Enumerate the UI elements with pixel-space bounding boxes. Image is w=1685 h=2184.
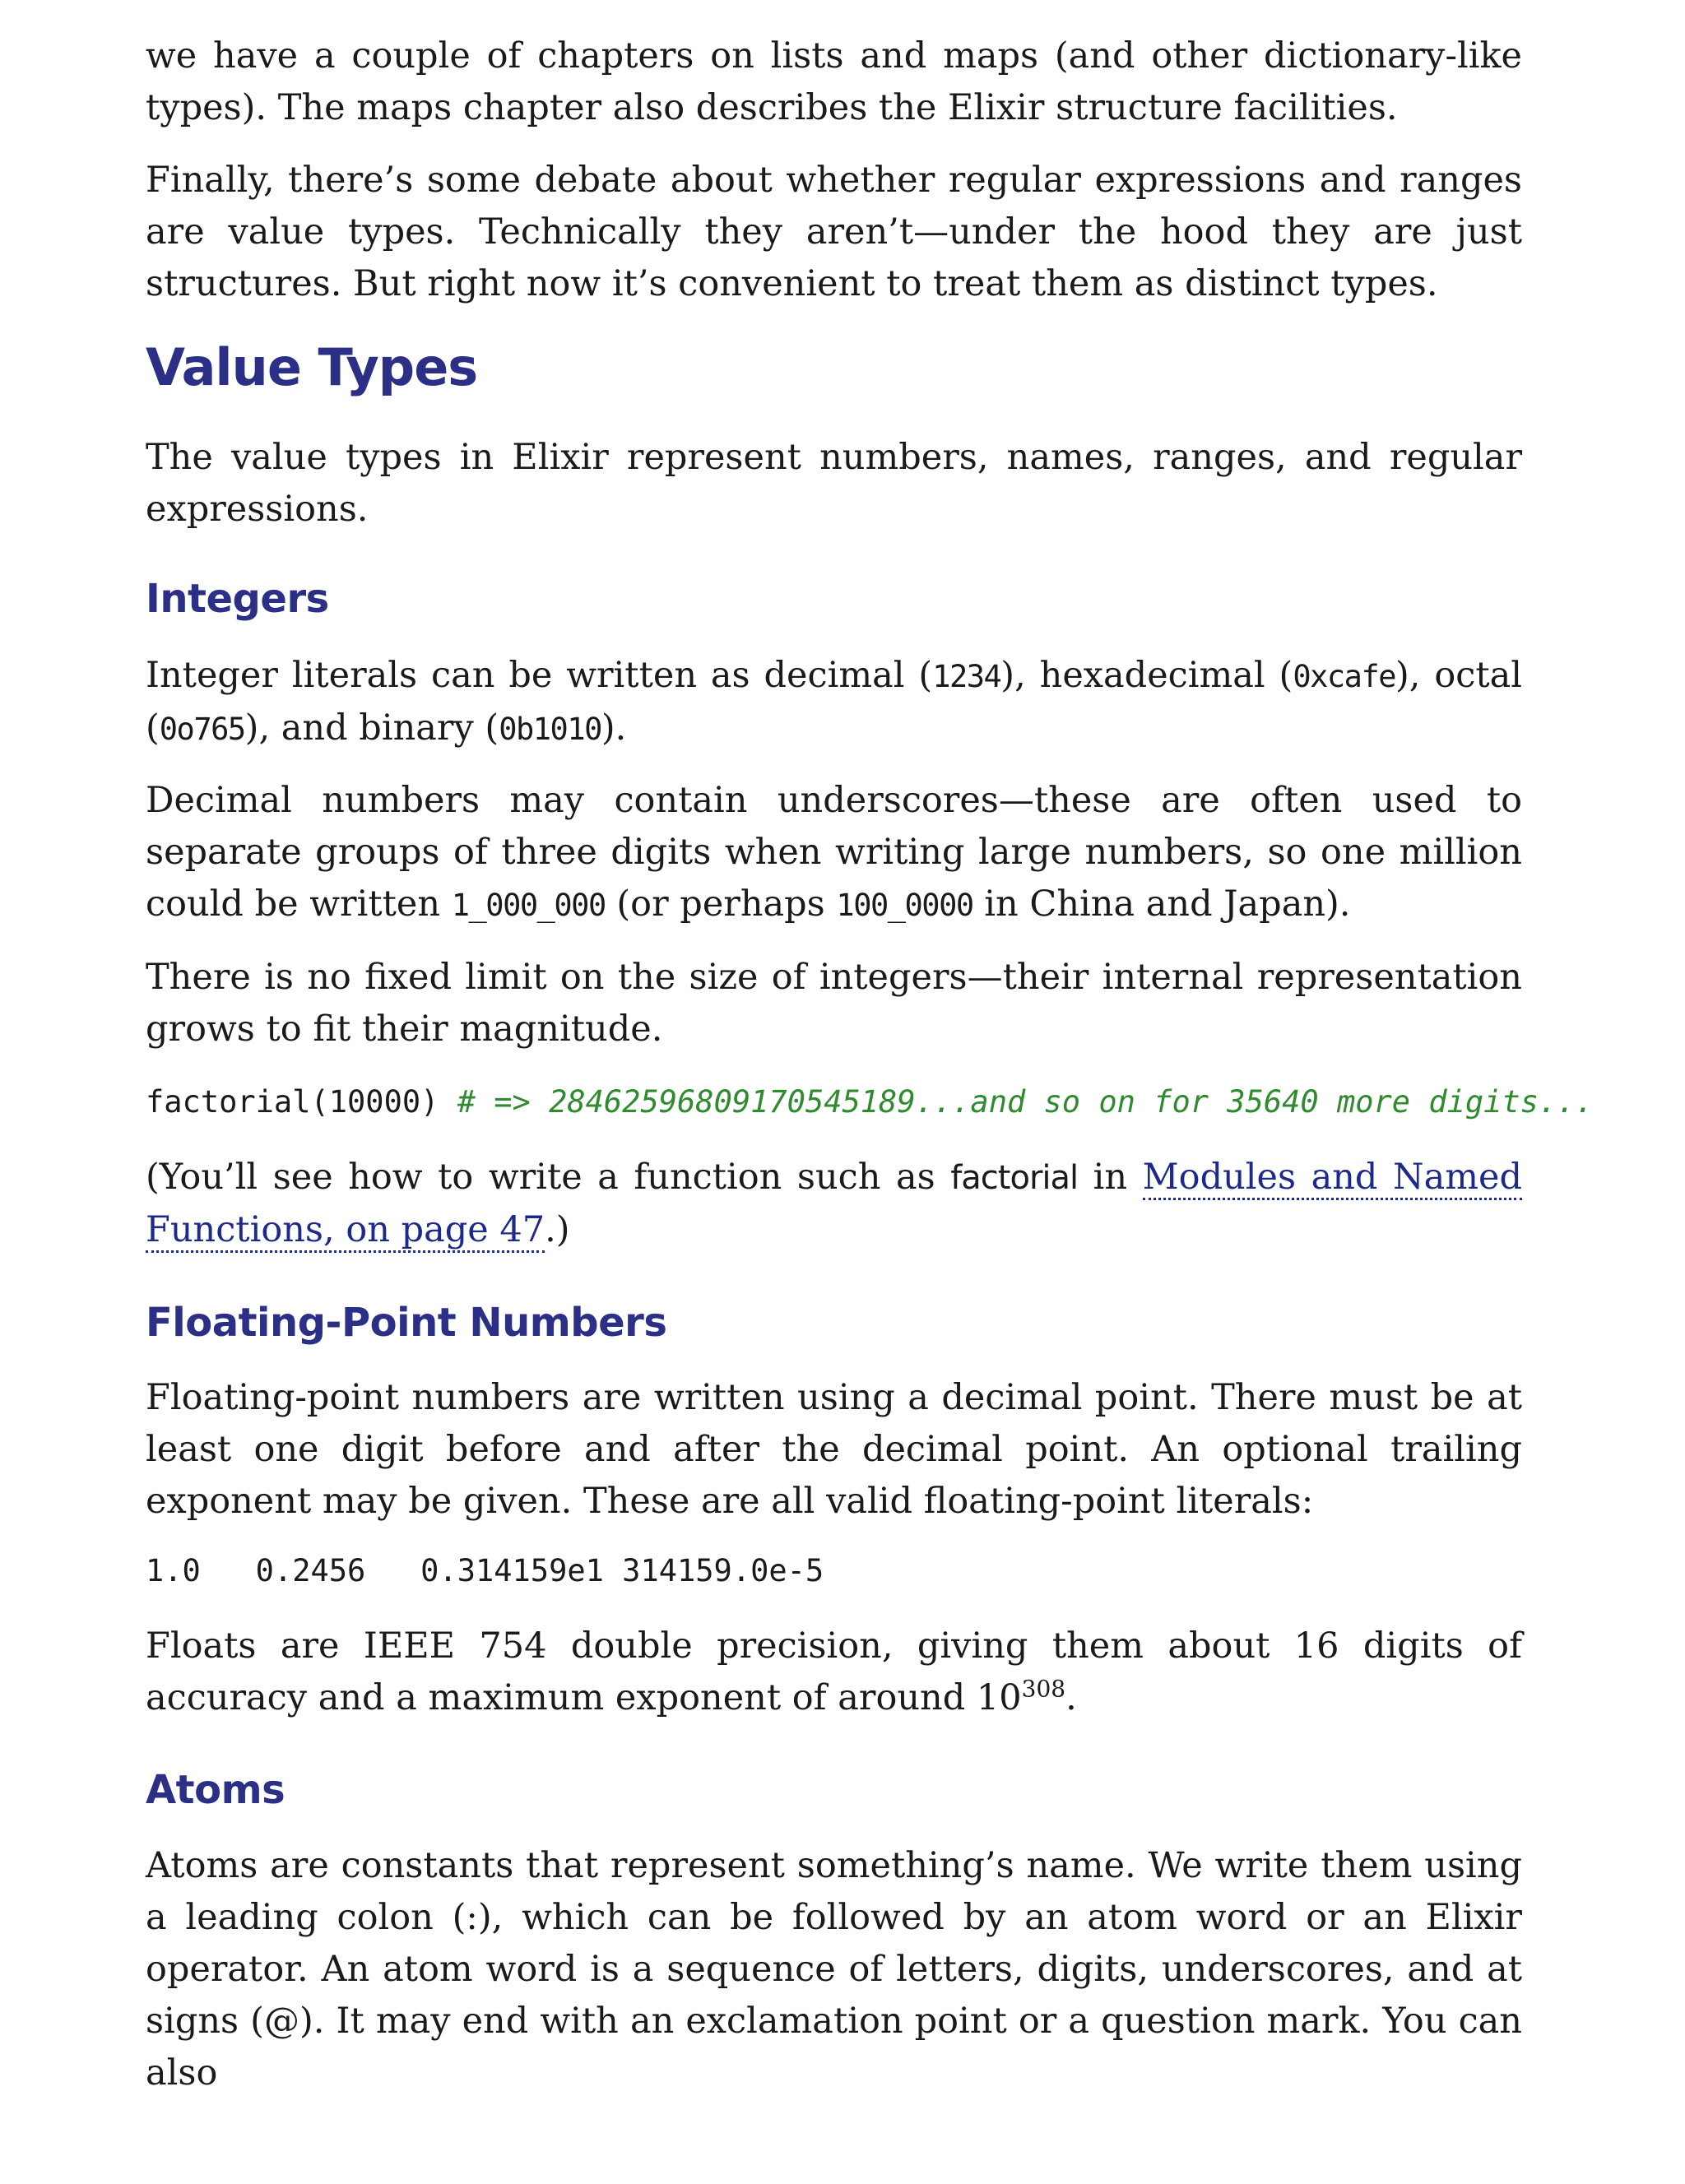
subsection-heading-floats: Floating-Point Numbers	[146, 1300, 667, 1346]
integers-paragraph-1: Integer literals can be written as decimal (1234), hexadecimal (0xcafe), octal (0o765), and binary (0b1010).	[146, 655, 1522, 749]
floats-paragraph-1: Floating-point numbers are written using a decimal point. There must be at least one digit before and after the decimal point. An optional trailing exponent may be given. These are all valid floating-point literals:	[146, 1377, 1522, 1522]
section-heading-value-types: Value Types	[146, 337, 478, 397]
value-types-paragraph: The value types in Elixir represent numbers, names, ranges, and regular expressions.	[146, 437, 1522, 530]
code-octal: 0o765	[159, 712, 245, 747]
cross-reference-link[interactable]: Modules and Named Functions, on page 47	[146, 1157, 1522, 1253]
intro-paragraph-2: Finally, there’s some debate about whether regular expressions and ranges are value types. Technically they aren’t—under the hood they are just structures. But right now it’s convenient to treat them as distinct types.	[146, 160, 1522, 304]
code-one-million-asian: 100_0000	[836, 888, 973, 923]
subsection-heading-integers: Integers	[146, 576, 329, 622]
atoms-paragraph-1: Atoms are constants that represent something’s name. We write them using a leading colon (:), which can be followed by an atom word or an Elixir operator. An atom word is a sequence of letters, digits, underscores, and at signs (@). It may end with an exclamation point or a question mark. You can also	[146, 1845, 1522, 2094]
inline-function-name: factorial	[950, 1159, 1079, 1197]
intro-paragraph-1: we have a couple of chapters on lists and maps (and other dictionary-like types). The maps chapter also describes the Elixir structure facilities.	[146, 35, 1522, 128]
code-factorial-example: factorial(10000) # => 28462596809170545189...and so on for 35640 more digits...	[146, 1084, 1594, 1120]
integers-paragraph-3: There is no fixed limit on the size of integers—their internal representation grows to fit their magnitude.	[146, 957, 1522, 1050]
code-float-literals: 1.0 0.2456 0.314159e1 314159.0e-5	[146, 1553, 824, 1588]
integers-paragraph-2: Decimal numbers may contain underscores—these are often used to separate groups of three digits when writing large numbers, so one million could be written 1_000_000 (or perhaps 100_0000 in China and Japan).	[146, 780, 1522, 925]
floats-paragraph-2: Floats are IEEE 754 double precision, giving them about 16 digits of accuracy and a maximum exponent of around $10^{308}$.	[146, 1625, 1522, 1718]
code-hex: 0xcafe	[1293, 659, 1395, 694]
code-one-million: 1_000_000	[451, 888, 606, 923]
integers-paragraph-4: (You’ll see how to write a function such as factorial in Modules and Named Functions, on page 47.)	[146, 1152, 1522, 1256]
code-comment: # => 28462596809170545189...and so on for 35640 more digits...	[457, 1084, 1594, 1120]
code-binary: 0b1010	[499, 712, 601, 747]
exponent-superscript: 308	[1021, 1675, 1066, 1703]
code-decimal: 1234	[932, 659, 1001, 694]
subsection-heading-atoms: Atoms	[146, 1767, 285, 1813]
